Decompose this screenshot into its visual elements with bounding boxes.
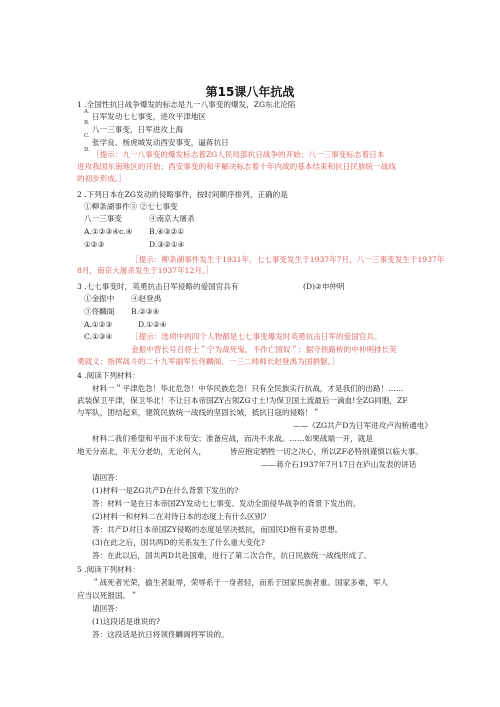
- q2-stem: 2 .下列日本在ZG发动的侵略事件，按时间顺序排列，正确的是: [77, 190, 288, 199]
- q1-option-d-mark: D.: [84, 147, 90, 153]
- q4-material-1-line-1: 材料一＂平津危急！华北危急！中华民族危急！只有全民族实行抗战，才是我们的出路！……: [92, 384, 404, 393]
- q5-ask: 请回答：: [92, 604, 123, 613]
- q1-option-a: 日军发动七七事变，进攻平津地区: [92, 112, 206, 121]
- q3-hint-line-2: 金振中营长号召将士＂宁为战死鬼，不作亡国奴＂；据守铁路桥的中仲明排长英: [131, 345, 397, 354]
- q1-option-b-mark: B.: [84, 120, 90, 126]
- q4-ask: 请回答：: [92, 473, 123, 482]
- q4-question-3: (3)在此之后，国共两D的关系发生了什么重大变化?: [92, 538, 265, 547]
- q4-material-2-line-2: 地无分南北，年无分老幼，无论何人，: [77, 447, 207, 456]
- q4-stem: 4 .阅读下列材料：: [77, 371, 140, 380]
- q1-option-b: 八一三事变，日军进攻上海: [92, 125, 184, 134]
- q5-answer-1: 答：这段话是抗日将领佟麟阁将军说的。: [92, 630, 229, 639]
- q5-material-line-1: ＂战死者光荣，偷生者耻辱，荣辱系于一身者轻，而系于国家民族者重。国家多难，军人: [92, 578, 389, 587]
- q3-item-4: ④赵登禹: [131, 294, 162, 303]
- q2-hint-line-2: 8月，南京大屠杀发生于1937年12月。］: [77, 266, 214, 275]
- q2-option-d: D.③②①④: [149, 240, 185, 249]
- q4-answer-2: 答：共产D对日本帝国ZY侵略的态度是坚决抵抗，而国民D抱有妥协思想。: [92, 525, 343, 534]
- q3-option-c: C.①③④: [84, 332, 113, 341]
- q2-option-c: ①②③: [84, 240, 105, 249]
- q4-material-1-line-2: 武装保卫平津，保卫华北！不让日本帝国ZY占领ZG寸土!为保卫国土流最后一滴血!全ZG同胞，ZF: [77, 396, 408, 405]
- q5-material-line-2: 应当以死报国。＂: [77, 591, 138, 600]
- q5-stem: 5 .阅读下列材料：: [77, 565, 140, 574]
- q4-material-2-source: ——蒋介石1937年7月17日在庐山发表的讲话: [261, 460, 417, 469]
- q4-material-1-source: ——《ZG共产D为日军进攻卢沟桥通电》: [293, 421, 432, 430]
- q1-hint-line-1: ［提示：九一八事变的爆发标志着ZG人民局部抗日战争的开始；八一三事变标志着日本: [92, 150, 385, 159]
- q1-stem: 1 .全国性抗日战争爆发的标志是九一八事变的爆发，ZG东北沦陷: [77, 100, 296, 109]
- q4-material-1-line-3: 与军队，团结起来，建筑民族统一战线的坚固长城，抵抗日寇的侵略！＂: [77, 408, 320, 417]
- q5-question-1: (1)这段话是谁说的?: [92, 617, 160, 626]
- q3-option-d: D.①②④: [138, 320, 167, 329]
- q3-option-a: A.①②③: [84, 320, 113, 329]
- q1-option-c-mark: C.: [84, 133, 90, 139]
- q4-answer-1: 答：材料一是在日本帝国ZY发动七七事变、发动全面侵华战争的背景下发出的。: [92, 499, 361, 508]
- q3-stem-tail: (D)②申仲明: [303, 282, 345, 291]
- q1-hint-line-3: 的初步形成。］: [77, 174, 127, 183]
- q2-option-b: B.④③②①: [149, 227, 185, 236]
- q2-item-3: 八一三事变: [84, 214, 122, 223]
- q4-answer-3: 答：在此以后，国共两D共赴国难，进行了第二次合作，抗日民族统一战线形成了。: [92, 551, 372, 560]
- q4-material-2-line-1: 材料二我们希望和平而不求苟安；准备应战，而决不求战。……如果战端一开，就是: [92, 434, 373, 443]
- q3-stem: 3 .七七事变时，英勇抗击日军侵略的爱国官兵有: [77, 282, 239, 291]
- q2-hint-line-1: ［提示：柳条湖事件发生于1931年，七七事变发生于1937年7月，八一三事变发生于1937年: [131, 255, 445, 264]
- q4-question-2: (2)材料一和材料二在对待日本的态度上有什么区别?: [92, 512, 267, 521]
- q4-material-2-line-3: 皆应抱定牺牲一切之决心，所以ZF必特别谨慎以临大事。: [230, 447, 423, 456]
- q2-item-4: ④南京大屠杀: [149, 214, 195, 223]
- q3-hint-line-3: 勇就义；指挥战斗的二十九军副军长佟麟阁、一三二师师长赵登禹为国捐躯。］: [77, 357, 339, 366]
- q3-option-b: B.②③④: [131, 307, 160, 316]
- q1-option-a-mark: A.: [84, 109, 90, 115]
- q2-option-a: A.①②③④c.④: [84, 227, 133, 236]
- q3-hint-line-1: ［提示：选项中的四个人物都是七七事变爆发时英勇抗击日军的爱国官兵。: [131, 332, 382, 341]
- lesson-title: 第15课八年抗战: [205, 85, 295, 99]
- q3-item-1: ①金振中: [84, 294, 115, 303]
- q1-hint-line-2: 进攻我国东南地区的开始；西安事变的和平解决标志着十年内战的基本结束和抗日民族统一战线: [77, 162, 396, 171]
- q1-option-c: 张学良、杨虎城发动西安事变，逼蒋抗日: [92, 138, 229, 147]
- q3-item-3: ③佟麟阁: [84, 307, 115, 316]
- q4-question-1: (1)材料一是ZG共产D在什么背景下发出的?: [92, 486, 239, 495]
- q2-items-row-1: ①柳条湖事件③ ②七七事变: [84, 202, 178, 211]
